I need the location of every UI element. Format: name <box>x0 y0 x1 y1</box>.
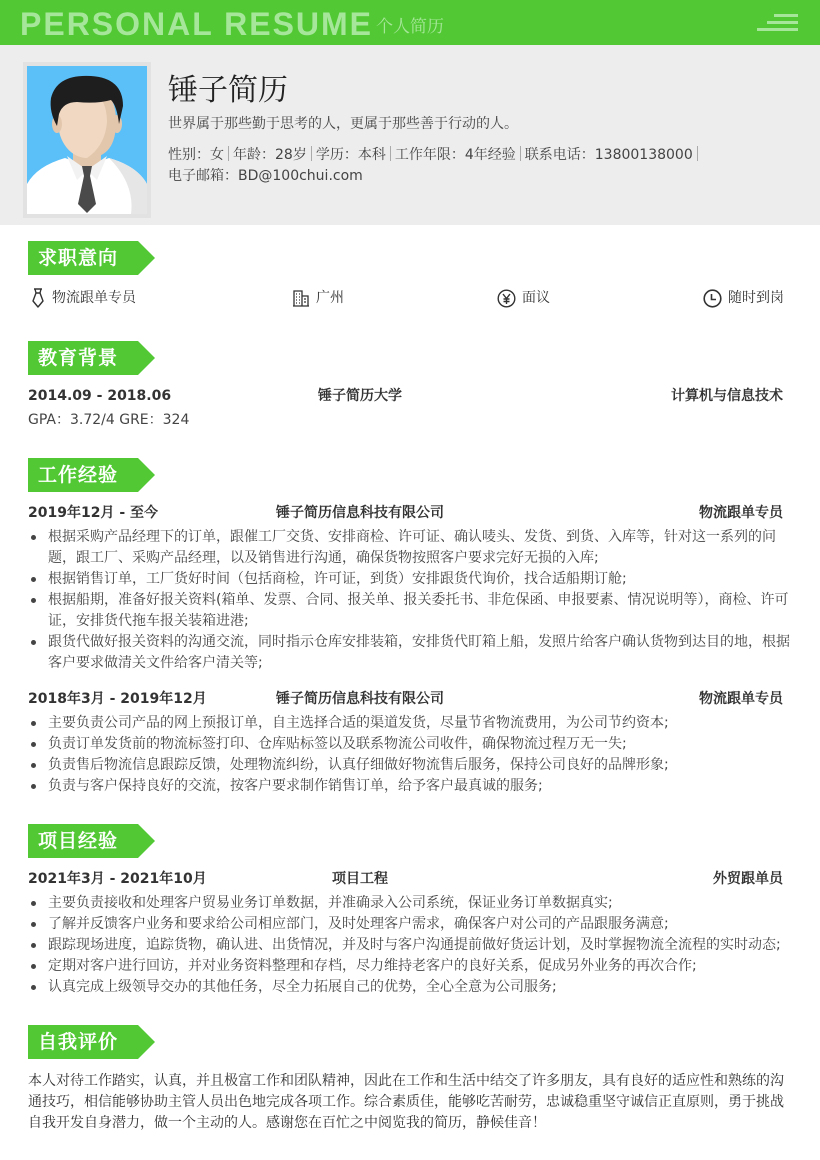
person-avatar-icon <box>27 66 147 214</box>
list-item: 负责售后物流信息跟踪反馈，处理物流纠纷，认真仔细做好物流售后服务，保持公司良好的品牌形象; <box>28 755 793 776</box>
list-item: 负责与客户保持良好的交流，按客户要求制作销售订单，给予客户最真诚的服务; <box>28 776 793 797</box>
profile-motto: 世界属于那些勤于思考的人，更属于那些善于行动的人。 <box>168 116 518 132</box>
list-item: 负责订单发货前的物流标签打印、仓库贴标签以及联系物流公司收件，确保物流过程万无一失; <box>28 734 793 755</box>
intent-label: 面议 <box>522 290 550 306</box>
list-item: 主要负责公司产品的网上预报订单，自主选择合适的渠道发货，尽量节省物流费用，为公司节约资本; <box>28 713 793 734</box>
work-company: 锤子简历信息科技有限公司 <box>276 505 444 521</box>
work-date: 2019年12月 - 至今 <box>28 505 159 521</box>
intent-position <box>30 288 136 308</box>
education-row <box>28 386 783 406</box>
education-school: 锤子简历大学 <box>318 388 402 404</box>
education-scores: GPA：3.72/4 GRE：324 <box>28 412 190 428</box>
intent-availability <box>703 288 784 308</box>
clock-icon <box>703 289 722 308</box>
info-phone: 联系电话：13800138000 <box>524 147 693 163</box>
section-header-project <box>28 824 155 858</box>
self-evaluation-text: 本人对待工作踏实，认真，并且极富工作和团队精神，因此在工作和生活中结交了许多朋友，具有良好的适应性和熟练的沟通技巧，相信能够协助主管人员出色地完成各项工作。综合素质佳，能够吃苦耐劳，忠诚稳重坚守诚信正直原则，勇于挑战自我开发自身潜力，做一个主动的人。感谢您在百忙之中阅览我的简历，静候佳音！ <box>28 1073 784 1131</box>
project-entry-header <box>28 869 783 889</box>
divider <box>697 146 698 161</box>
section-header-education <box>28 341 155 375</box>
list-item: 定期对客户进行回访，并对业务资料整理和存档，尽力维持老客户的良好关系，促成另外业务的再次合作; <box>28 956 793 977</box>
intent-label: 广州 <box>316 290 344 306</box>
divider <box>311 146 312 161</box>
list-item: 跟货代做好报关资料的沟通交流，同时指示仓库安排装箱，安排货代盯箱上船，发照片给客户确认货物到达目的地，根据客户要求做清关文件给客户清关等; <box>28 632 793 674</box>
list-item: 跟踪现场进度，追踪货物，确认进、出货情况，并及时与客户沟通提前做好货运计划，及时掌握物流全流程的实时动态; <box>28 935 793 956</box>
section-header-intent <box>28 241 155 275</box>
intent-label: 随时到岗 <box>728 290 784 306</box>
info-experience: 工作年限：4年经验 <box>394 147 516 163</box>
section-title: 教育背景 <box>38 347 119 369</box>
work-date: 2018年3月 - 2019年12月 <box>28 691 207 707</box>
education-date: 2014.09 - 2018.06 <box>28 388 172 404</box>
header-bar <box>0 0 820 45</box>
section-header-self-evaluation <box>28 1025 155 1059</box>
education-major: 计算机与信息技术 <box>671 388 783 404</box>
work-company: 锤子简历信息科技有限公司 <box>276 691 444 707</box>
project-duties-list <box>28 893 793 998</box>
project-name: 项目工程 <box>332 871 388 887</box>
info-age: 年龄：28岁 <box>233 147 307 163</box>
profile-panel <box>0 45 820 225</box>
divider <box>390 146 391 161</box>
work-duties-list <box>28 713 793 797</box>
tie-icon <box>30 288 46 308</box>
info-gender: 性别：女 <box>168 147 224 163</box>
list-item: 认真完成上级领导交办的其他任务，尽全力拓展自己的优势，全心全意为公司服务; <box>28 977 793 998</box>
list-item: 根据船期，准备好报关资料(箱单、发票、合同、报关单、报关委托书、非危保函、申报要素、情况说明等），商检、许可证，安排货代拖车报关装箱进港; <box>28 590 793 632</box>
intent-salary <box>497 288 550 308</box>
list-item: 了解并反馈客户业务和要求给公司相应部门，及时处理客户需求，确保客户对公司的产品跟服务满意; <box>28 914 793 935</box>
divider <box>228 146 229 161</box>
work-duties-list <box>28 527 793 674</box>
section-title: 工作经验 <box>38 464 119 486</box>
avatar-frame <box>23 62 151 218</box>
profile-name: 锤子简历 <box>168 73 288 108</box>
section-title: 项目经验 <box>38 830 119 852</box>
profile-email: 电子邮箱：BD@100chui.com <box>168 168 363 184</box>
list-item: 根据销售订单，工厂货好时间（包括商检，许可证，到货）安排跟货代询价，找合适船期订舱; <box>28 569 793 590</box>
intent-label: 物流跟单专员 <box>52 290 136 306</box>
section-header-work <box>28 458 155 492</box>
section-title: 自我评价 <box>38 1031 119 1053</box>
header-title-en: PERSONAL RESUME <box>20 6 374 42</box>
work-entry-header <box>28 689 783 709</box>
project-role: 外贸跟单员 <box>713 871 783 887</box>
work-entry-header <box>28 503 783 523</box>
profile-info-line <box>168 146 702 164</box>
project-date: 2021年3月 - 2021年10月 <box>28 871 207 887</box>
yen-icon <box>497 289 516 308</box>
list-item: 主要负责接收和处理客户贸易业务订单数据，并准确录入公司系统，保证业务订单数据真实; <box>28 893 793 914</box>
list-item: 根据采购产品经理下的订单，跟催工厂交货、安排商检、许可证、确认唛头、发货、到货、入库等，针对这一系列的问题，跟工厂、采购产品经理，以及销售进行沟通，确保货物按照客户要求完好无损的入库; <box>28 527 793 569</box>
work-position: 物流跟单专员 <box>699 691 783 707</box>
info-education: 学历：本科 <box>315 147 386 163</box>
hamburger-menu-icon[interactable] <box>752 14 798 34</box>
job-intent-row <box>0 288 820 310</box>
section-title: 求职意向 <box>38 247 119 269</box>
building-icon <box>292 289 310 307</box>
header-title-cn: 个人简历 <box>376 17 444 37</box>
work-position: 物流跟单专员 <box>699 505 783 521</box>
intent-city <box>292 288 344 308</box>
divider <box>520 146 521 161</box>
